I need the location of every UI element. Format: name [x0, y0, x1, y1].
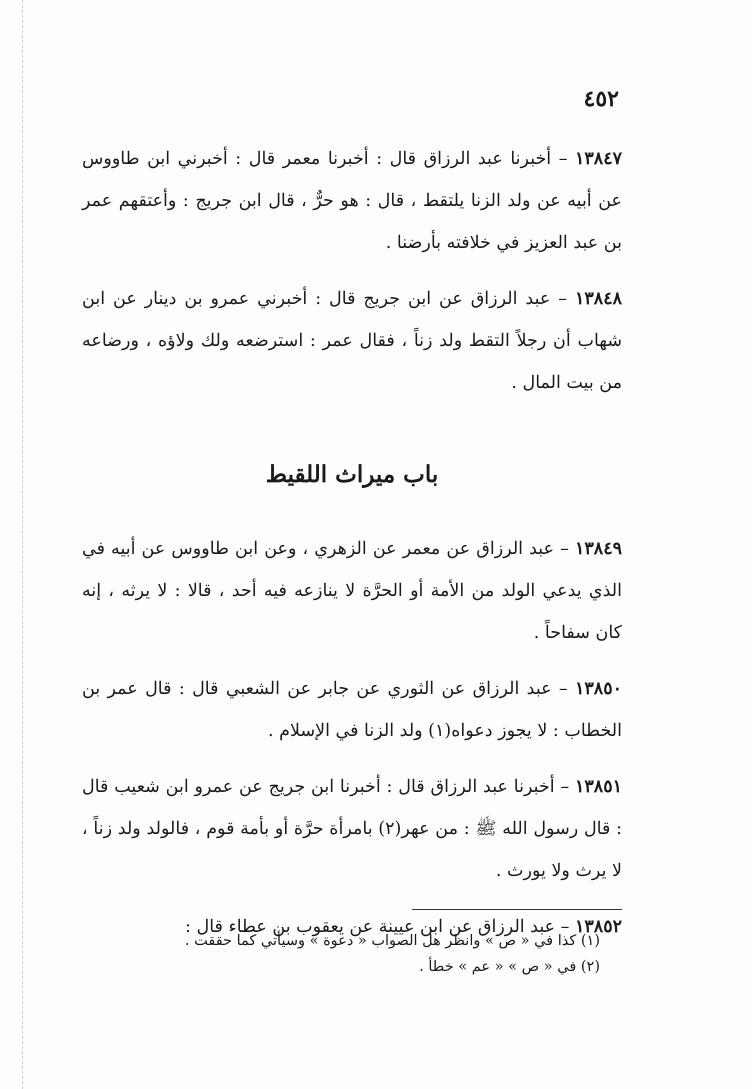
hadith-text: – عبد الرزاق عن معمر عن الزهري ، وعن ابن طاووس عن أبيه في الذي يدعي الولد من الأمة أو الحرَّة لا ينازعه فيه أحد ، قالا : لا يرثه ، إنه كان سفاحاً . [82, 539, 622, 643]
footnote: (١) كذا في « ص » وانظر هل الصواب « دعوة » وسيأتي كما حققت . [184, 933, 600, 949]
hadith-number: ١٣٨٥٢ [575, 917, 622, 937]
hadith-number: ١٣٨٥٠ [575, 679, 622, 699]
hadith-text: – عبد الرزاق عن ابن جريج قال : أخبرني عمرو بن دينار عن ابن شهاب أن رجلاً التقط ولد زناً ، فقال عمر : استرضعه ولك ولاؤه ، ورضاعه من بيت المال . [82, 289, 622, 393]
hadith-paragraph [82, 528, 622, 654]
hadith-paragraph [82, 138, 622, 264]
main-text [82, 138, 622, 962]
chapter-title: باب ميراث اللقيط [265, 461, 439, 488]
hadith-text: – عبد الرزاق عن ابن عيينة عن يعقوب بن عطاء قال : [185, 917, 575, 937]
hadith-paragraph [82, 668, 622, 752]
footnotes [120, 928, 600, 980]
hadith-number: ١٣٨٤٩ [575, 539, 622, 559]
margin-fold-line [22, 0, 24, 1089]
hadith-text: – أخبرنا عبد الرزاق قال : أخبرنا ابن جريج عن عمرو ابن شعيب قال : قال رسول الله ﷺ : من عهر(٢) بامرأة حرَّة أو بأمة قوم ، فالولد ولد زناً ، لا يرث ولا يورث . [82, 777, 622, 881]
hadith-text: – أخبرنا عبد الرزاق قال : أخبرنا معمر قال : أخبرني ابن طاووس عن أبيه عن ولد الزنا يلتقط ، قال : هو حرٌّ ، قال ابن جريج : وأعتقهم عمر بن عبد العزيز في خلافته بأرضنا . [82, 149, 622, 253]
page-number: ٤٥٢ [583, 86, 619, 112]
footnote-divider [412, 909, 622, 910]
hadith-paragraph [82, 766, 622, 892]
hadith-text: – عبد الرزاق عن الثوري عن جابر عن الشعبي قال : قال عمر بن الخطاب : لا يجوز دعواه(١) ولد الزنا في الإسلام . [82, 679, 622, 741]
hadith-number: ١٣٨٤٨ [575, 289, 622, 309]
hadith-paragraph [82, 278, 622, 404]
hadith-number: ١٣٨٥١ [575, 777, 622, 797]
hadith-number: ١٣٨٤٧ [575, 149, 622, 169]
footnote: (٢) في « ص » « عم » خطأ . [419, 959, 600, 975]
